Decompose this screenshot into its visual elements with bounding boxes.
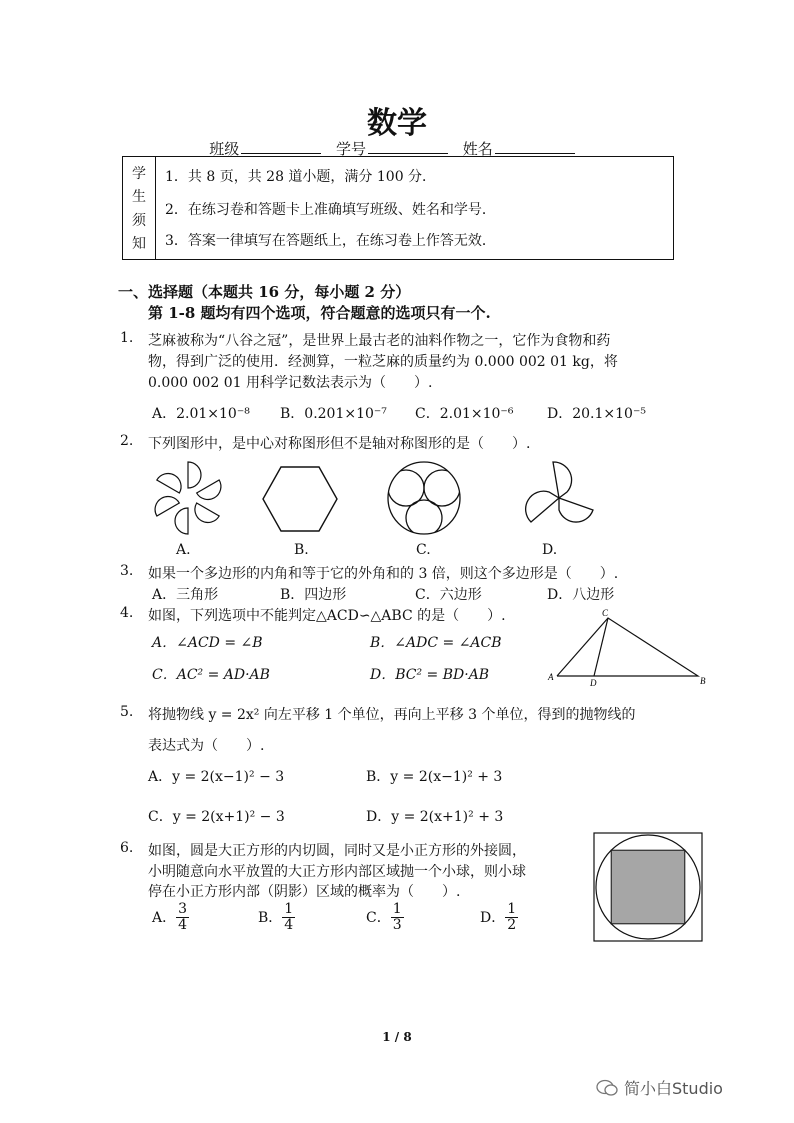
- numerator: 1: [392, 901, 402, 917]
- question-text: 如果一个多边形的内角和等于它的外角和的 3 倍，则这个多边形是（ ）.: [148, 566, 619, 582]
- question-text: 物，得到广泛的使用．经测算，一粒芝麻的质量约为 0.000 002 01 kg，将: [148, 354, 618, 370]
- question-number: 4.: [120, 605, 134, 621]
- question-number: 5.: [120, 704, 134, 720]
- page-title: 数学: [367, 106, 427, 141]
- section-heading: 一、选择题（本题共 16 分，每小题 2 分）: [118, 283, 411, 301]
- name-blank: [495, 139, 575, 154]
- square-circle-figure: [593, 832, 703, 942]
- notice-label-char: 生: [132, 189, 146, 206]
- figure-label-c: C.: [416, 542, 431, 558]
- option-b: B．0.201×10⁻⁷: [280, 406, 387, 422]
- option-letter: D．: [480, 909, 506, 926]
- option-letter: A．: [152, 909, 177, 926]
- option-d: [480, 902, 518, 934]
- figure-d-three-blades: [522, 460, 596, 536]
- option-b: B．y = 2(x−1)² + 3: [366, 769, 503, 785]
- denominator: 3: [392, 917, 402, 934]
- option-d: D．y = 2(x+1)² + 3: [366, 809, 504, 825]
- question-text: 停在小正方形内部（阴影）区域的概率为（ ）.: [148, 884, 461, 900]
- option-d: D．BC² = BD·AB: [370, 667, 490, 683]
- numerator: 3: [178, 901, 188, 917]
- option-c: C．2.01×10⁻⁶: [415, 406, 514, 422]
- question-text: 0.000 002 01 用科学记数法表示为（ ）.: [148, 375, 433, 391]
- notice-item: 2．在练习卷和答题卡上准确填写班级、姓名和学号．: [165, 202, 496, 218]
- chat-bubble-icon: [596, 1079, 618, 1097]
- vertex-label-d: D: [590, 678, 597, 688]
- question-number: 1.: [120, 330, 134, 346]
- id-label: 学号: [335, 140, 366, 158]
- option-d: D．20.1×10⁻⁵: [547, 406, 646, 422]
- figure-label-a: A.: [176, 542, 191, 558]
- option-letter: C．: [366, 909, 391, 926]
- option-letter: B．: [258, 909, 283, 926]
- notice-item: 3．答案一律填写在答题纸上，在练习卷上作答无效．: [165, 233, 496, 249]
- watermark: [596, 1076, 723, 1099]
- notice-item: 1．共 8 页，共 28 道小题，满分 100 分．: [165, 169, 437, 185]
- question-text: 表达式为（ ）.: [148, 738, 265, 754]
- page-number: 1 / 8: [382, 1030, 412, 1044]
- option-a: A．y = 2(x−1)² − 3: [148, 769, 285, 785]
- class-label: 班级: [209, 140, 240, 158]
- fraction: [176, 902, 189, 934]
- section-instruction: 第 1-8 题均有四个选项，符合题意的选项只有一个.: [148, 304, 491, 322]
- figure-a-pinwheel: [150, 460, 226, 536]
- denominator: 4: [284, 917, 294, 934]
- question-text: 如图，下列选项中不能判定△ACD∽△ABC 的是（ ）.: [148, 608, 506, 624]
- option-a: [152, 902, 189, 934]
- option-c: C．y = 2(x+1)² − 3: [148, 809, 285, 825]
- id-blank: [368, 139, 448, 154]
- question-text: 芝麻被称为“八谷之冠”，是世界上最古老的油料作物之一，它作为食物和药: [148, 333, 611, 349]
- numerator: 1: [507, 901, 517, 917]
- denominator: 2: [507, 917, 517, 934]
- question-number: 3.: [120, 563, 134, 579]
- fraction: [282, 902, 295, 934]
- option-b: B．∠ADC = ∠ACB: [370, 635, 502, 651]
- question-text: 将抛物线 y = 2x² 向左平移 1 个单位，再向上平移 3 个单位，得到的抛物线的: [148, 707, 636, 723]
- fraction: [391, 902, 404, 934]
- option-c: [366, 902, 404, 934]
- figure-c-circle-arcs: [386, 460, 462, 536]
- question-text: 如图，圆是大正方形的内切圆，同时又是小正方形的外接圆，: [148, 843, 526, 859]
- question-text: 下列图形中，是中心对称图形但不是轴对称图形的是（ ）.: [148, 436, 531, 452]
- figure-label-b: B.: [294, 542, 309, 558]
- option-c: C．AC² = AD·AB: [152, 667, 270, 683]
- notice-label-char: 须: [132, 212, 146, 229]
- option-d: D．八边形: [547, 587, 615, 603]
- vertex-label-c: C: [602, 608, 609, 618]
- vertex-label-a: A: [548, 672, 554, 682]
- denominator: 4: [178, 917, 188, 934]
- vertex-label-b: B: [700, 676, 706, 686]
- question-text: 小明随意向水平放置的大正方形内部区域抛一个小球，则小球: [148, 864, 526, 880]
- class-blank: [241, 139, 321, 154]
- figure-b-hexagon: [262, 466, 338, 532]
- option-a: A．2.01×10⁻⁸: [152, 406, 250, 422]
- name-label: 姓名: [462, 140, 493, 158]
- triangle-figure: [548, 608, 708, 688]
- option-b: [258, 902, 295, 934]
- numerator: 1: [284, 901, 294, 917]
- option-a: A．三角形: [152, 587, 219, 603]
- notice-label-char: 学: [132, 165, 146, 182]
- option-c: C．六边形: [415, 587, 482, 603]
- notice-box: [122, 156, 674, 260]
- option-b: B．四边形: [280, 587, 347, 603]
- question-number: 2.: [120, 433, 134, 449]
- notice-label: [123, 157, 156, 259]
- watermark-text: 简小白Studio: [624, 1079, 723, 1098]
- question-number: 6.: [120, 840, 134, 856]
- fraction: [505, 902, 518, 934]
- option-a: A．∠ACD = ∠B: [152, 635, 263, 651]
- figure-label-d: D.: [542, 542, 558, 558]
- notice-label-char: 知: [132, 236, 146, 253]
